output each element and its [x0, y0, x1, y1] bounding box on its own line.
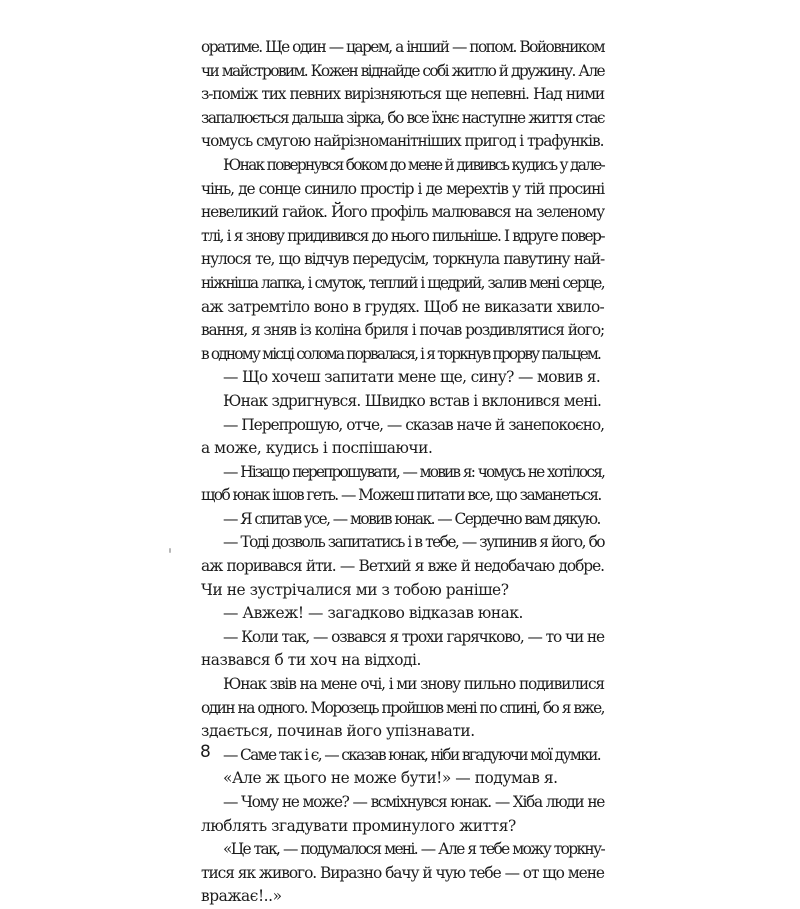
- text-line: здається, починав його упізнавати.: [201, 722, 475, 741]
- text-line: тлі, і я знову придивився до нього пильніше. І вдруге повер-: [201, 226, 604, 245]
- text-line: оратиме. Ще один — царем, а інший — попом. Войовником: [201, 38, 604, 56]
- scan-speck: [169, 548, 171, 553]
- text-line: Юнак звів на мене очі, і ми знову пильно подивилися: [223, 675, 604, 694]
- text-line: — Перепрошую, отче, — сказав наче й занепокоєно,: [223, 415, 604, 434]
- text-line: чомусь смугою найрізноманітніших пригод і трафунків.: [201, 132, 604, 151]
- text-line: — Нізащо перепрошувати, — мовив я: чомусь не хотілося,: [223, 462, 604, 481]
- text-line: назвався б ти хоч на відході.: [201, 651, 421, 670]
- text-line: — Тоді дозволь запитатись і в тебе, — зупинив я його, бо: [223, 533, 604, 552]
- text-line: один на одного. Морозець пройшов мені по спині, бо я вже,: [201, 698, 604, 717]
- text-line: — Коли так, — озвався я трохи гарячково, — то чи не: [223, 627, 604, 646]
- text-line: — Авжеж! — загадково відказав юнак.: [223, 604, 523, 623]
- text-line: нулося те, що відчув передусім, торкнула павутину най-: [201, 250, 604, 269]
- text-line: щоб юнак ішов геть. — Можеш питати все, що заманеться.: [201, 486, 601, 505]
- text-line: аж поривався йти. — Ветхий я вже й недобачаю добре.: [201, 557, 604, 576]
- text-line: Чи не зустрічалися ми з тобою раніше?: [201, 580, 509, 599]
- text-line: аж затремтіло воно в грудях. Щоб не виказати хвило-: [201, 297, 604, 316]
- text-line: Юнак повернувся боком до мене й дививсь кудись у дале-: [223, 155, 604, 174]
- text-line: вання, я зняв із коліна бриля і почав роздивлятися його;: [201, 321, 604, 340]
- text-line: чи майстровим. Кожен віднайде собі житло й дружину. Але: [201, 61, 604, 80]
- text-line: — Саме так і є, — сказав юнак, ніби вгадуючи мої думки.: [223, 745, 601, 764]
- text-line: — Чому не може? — всміхнувся юнак. — Хіба люди не: [223, 793, 604, 811]
- text-line: люблять згадувати проминулого життя?: [201, 816, 516, 835]
- text-line: — Що хочеш запитати мене ще, сину? — мовив я.: [223, 368, 601, 387]
- text-line: «Це так, — подумалося мені. — Але я тебе можу торкну-: [223, 840, 604, 859]
- text-line: а може, кудись і поспішаючи.: [201, 439, 433, 458]
- text-line: — Я спитав усе, — мовив юнак. — Сердечно вам дякую.: [223, 509, 600, 528]
- text-line: вражає!..»: [201, 887, 282, 906]
- text-column: [201, 36, 604, 909]
- text-line: з-поміж тих певних вирізняються ще непевні. Над ними: [201, 85, 604, 104]
- text-line: «Але ж цього не може бути!» — подумав я.: [223, 769, 558, 788]
- text-line: Юнак здригнувся. Швидко встав і вклонився мені.: [223, 391, 602, 410]
- text-line: чінь, де сонце синило простір і де мерехтів у тій просині: [201, 179, 604, 198]
- page-number: 8: [200, 742, 211, 762]
- text-line: тися як живого. Виразно бачу й чую тебе — от що мене: [201, 863, 604, 882]
- text-line: невеликий гайок. Його профіль малювався на зеленому: [201, 203, 604, 222]
- text-line: в одному місці солома порвалася, і я торкнув прорву пальцем.: [201, 344, 601, 363]
- text-line: запалюється дальша зірка, бо все їхнє наступне життя стає: [201, 108, 604, 127]
- text-line: ніжніша лапка, і смуток, теплий і щедрий, залив мені серце,: [201, 273, 604, 292]
